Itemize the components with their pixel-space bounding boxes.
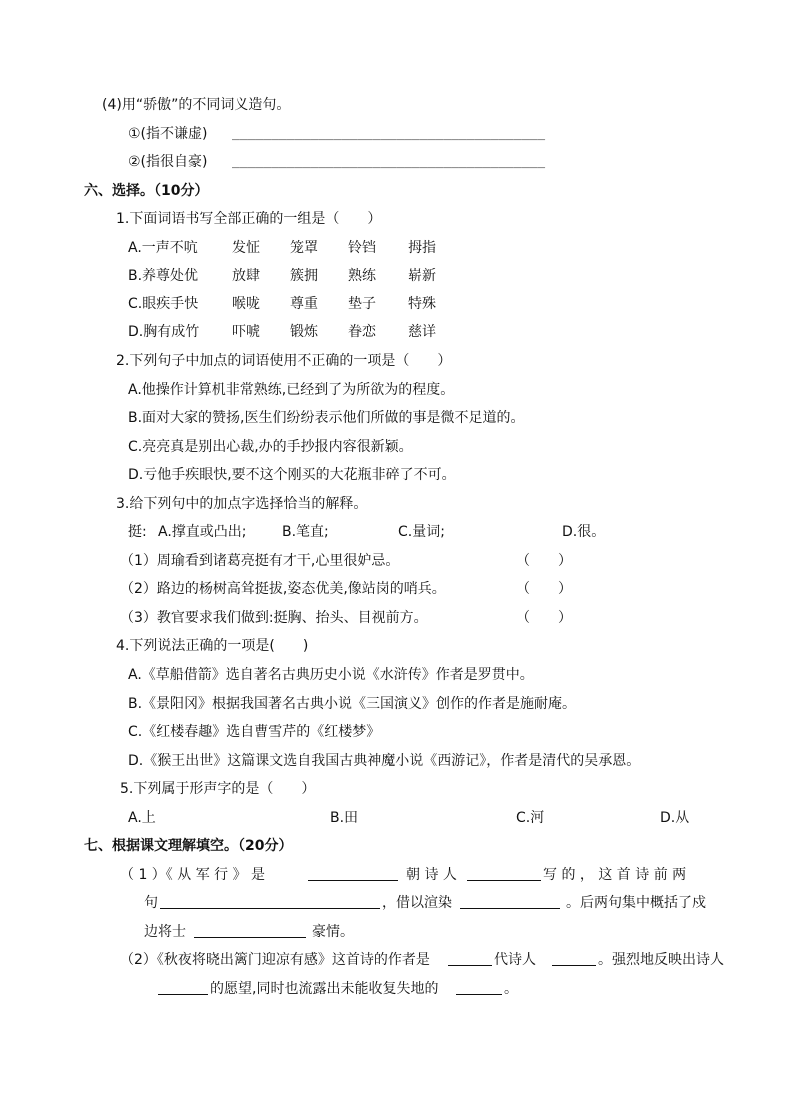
s7-p1-text-f: 。后两句集中概括了戍	[566, 895, 706, 911]
s6-q3-item-1-answer[interactable]: （ ）	[516, 553, 572, 569]
s7-p1-blank-poet[interactable]	[467, 866, 541, 881]
s6-q1-opt-d-word-2: 吓唬	[232, 324, 260, 340]
s6-q4-option-a: A.《草船借箭》选自著名古典历史小说《水浒传》作者是罗贯中。	[128, 667, 534, 683]
s7-p2-blank-feeling[interactable]	[456, 980, 502, 995]
q4-item1-label: ①(指不谦虚)	[128, 126, 208, 142]
s7-p1-text-e: ，借以渲染	[382, 895, 452, 911]
q4-title: (4)用“骄傲”的不同词义造句。	[102, 97, 291, 113]
q4-item1-answer-line[interactable]: ________________________________________	[232, 126, 546, 141]
s6-q3-item-2: （2）路边的杨树高耸挺拔,姿态优美,像站岗的哨兵。	[120, 581, 446, 597]
s7-p1-text-b: 朝 诗 人	[406, 867, 457, 883]
s6-q3-item-3-answer[interactable]: （ ）	[516, 610, 572, 626]
s6-q4-option-c: C.《红楼春趣》选自曹雪芹的《红楼梦》	[128, 724, 381, 740]
s6-q3-ting-option-c: C.量词;	[398, 524, 445, 540]
s7-p1-blank-atmosphere[interactable]	[460, 894, 560, 909]
q4-item2-answer-line[interactable]: ________________________________________	[232, 154, 546, 169]
s7-p2-text-d: 的愿望,同时也流露出未能收复失地的	[210, 981, 439, 997]
s6-q1-opt-c-word-4: 垫子	[348, 296, 376, 312]
s7-p2-blank-wish[interactable]	[158, 980, 208, 995]
s6-q3-item-3: （3）教官要求我们做到:挺胸、抬头、目视前方。	[120, 610, 428, 626]
s6-q1-opt-c-word-5: 特殊	[408, 296, 436, 312]
s7-p1-text-a: （ 1 ）《 从 军 行 》 是	[120, 867, 266, 883]
s6-q1-opt-b-word-2: 放肆	[232, 268, 260, 284]
s6-q1-opt-a-word-3: 笼罩	[290, 240, 318, 256]
s6-q1-opt-c-word-2: 喉咙	[232, 296, 260, 312]
s6-q3-ting-label: 挺:	[128, 524, 147, 540]
s6-q3-ting-option-d: D.很。	[562, 524, 606, 540]
s6-q3-ting-option-a: A.撑直或凸出;	[158, 524, 247, 540]
s6-q1-opt-b-word-1: B.养尊处优	[128, 268, 199, 284]
s7-p2-blank-poet[interactable]	[552, 951, 596, 966]
s7-p2-text-a: （2）《秋夜将晓出篱门迎凉有感》这首诗的作者是	[120, 952, 430, 968]
s6-q1-opt-d-word-3: 锻炼	[290, 324, 318, 340]
s6-q2-stem: 2.下列句子中加点的词语使用不正确的一项是（ ）	[116, 353, 452, 369]
s6-q4-option-d: D.《猴王出世》这篇课文选自我国古典神魔小说《西游记》，作者是清代的吴承恩。	[128, 753, 641, 769]
s6-q4-option-b: B.《景阳冈》根据我国著名古典小说《三国演义》创作的作者是施耐庵。	[128, 696, 577, 712]
s6-q1-opt-a-word-4: 铃铛	[348, 240, 376, 256]
s6-q3-stem: 3.给下列句中的加点字选择恰当的解释。	[116, 496, 368, 512]
s6-q3-item-2-answer[interactable]: （ ）	[516, 581, 572, 597]
s6-q5-option-b: B.田	[330, 810, 359, 826]
s7-p1-blank-first-lines[interactable]	[160, 894, 380, 909]
s6-q1-opt-d-word-1: D.胸有成竹	[128, 324, 200, 340]
s7-p2-text-b: 代诗人	[494, 952, 536, 968]
s6-q1-opt-b-word-3: 簇拥	[290, 268, 318, 284]
s6-q1-opt-b-word-5: 崭新	[408, 268, 436, 284]
s6-q2-option-a: A.他操作计算机非常熟练,已经到了为所欲为的程度。	[128, 382, 455, 398]
s6-q2-option-d: D.亏他手疾眼快,要不这个刚买的大花瓶非碎了不可。	[128, 467, 456, 483]
s6-q5-stem: 5.下列属于形声字的是（ ）	[120, 781, 316, 797]
s6-q1-stem: 1.下面词语书写全部正确的一组是（ ）	[116, 211, 382, 227]
section7-title: 七、根据课文理解填空。（20分）	[84, 838, 293, 854]
s6-q2-option-b: B.面对大家的赞扬,医生们纷纷表示他们所做的事是微不足道的。	[128, 410, 525, 426]
s6-q4-stem: 4.下列说法正确的一项是( )	[116, 638, 309, 654]
s6-q2-option-c: C.亮亮真是别出心裁,办的手抄报内容很新颖。	[128, 439, 413, 455]
s6-q1-opt-d-word-4: 眷恋	[348, 324, 376, 340]
s7-p1-text-h: 豪情。	[312, 924, 354, 940]
s6-q1-opt-b-word-4: 熟练	[348, 268, 376, 284]
s7-p2-blank-dynasty[interactable]	[448, 951, 492, 966]
s6-q1-opt-c-word-1: C.眼疾手快	[128, 296, 199, 312]
s6-q5-option-a: A.上	[128, 810, 156, 826]
s6-q1-opt-a-word-2: 发怔	[232, 240, 260, 256]
s6-q1-opt-a-word-5: 拇指	[408, 240, 436, 256]
s6-q1-opt-d-word-5: 慈详	[408, 324, 436, 340]
s7-p1-text-c: 写 的 ， 这 首 诗 前 两	[543, 867, 687, 883]
s7-p1-text-d: 句	[144, 895, 158, 911]
s6-q1-opt-c-word-3: 尊重	[290, 296, 318, 312]
s7-p1-blank-dynasty[interactable]	[308, 866, 398, 881]
section6-title: 六、选择。（10分）	[84, 183, 209, 199]
q4-item2-label: ②(指很自豪)	[128, 154, 208, 170]
s6-q5-option-d: D.从	[660, 810, 690, 826]
s6-q5-option-c: C.河	[516, 810, 545, 826]
s6-q1-opt-a-word-1: A.一声不吭	[128, 240, 198, 256]
s6-q3-ting-option-b: B.笔直;	[282, 524, 329, 540]
s7-p2-text-e: 。	[504, 981, 518, 997]
s6-q3-item-1: （1）周瑜看到诸葛亮挺有才干,心里很妒忌。	[120, 553, 400, 569]
s7-p2-text-c: 。强烈地反映出诗人	[598, 952, 724, 968]
s7-p1-blank-spirit[interactable]	[194, 923, 306, 938]
s7-p1-text-g: 边将士	[144, 924, 186, 940]
